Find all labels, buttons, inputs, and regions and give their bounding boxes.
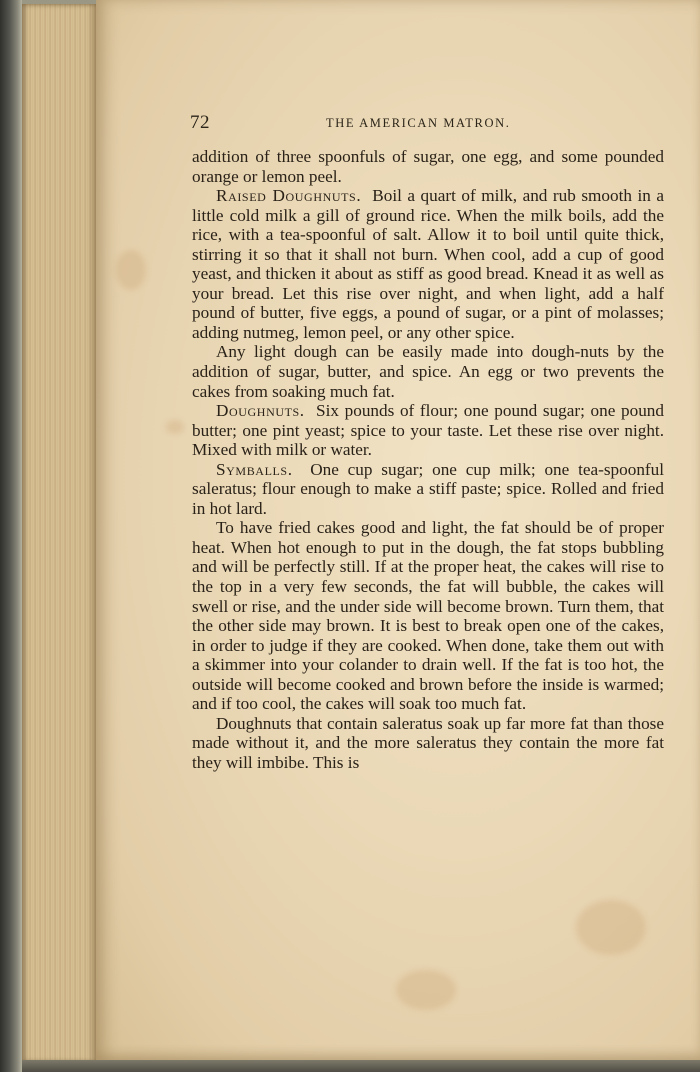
paragraph-text: To have fried cakes good and light, the fat should be of proper heat. When hot enough to put in the dough, the fat stops bubbling and will be perfectly still. If at the proper heat, the cakes will rise to the top in a very few seconds, the fat will bubble, the cakes will swell or rise, and the under side will become brown. Turn them, that the other side may brown. It is best to break open one of the cakes, in order to judge if they are cooked. When done, take them out with a skimmer into your colander to drain well. If the fat is too hot, the outside will become cooked and brown before the inside is warmed; and if too cool, the cakes will soak too much fat. <box>192 518 664 714</box>
running-head <box>190 112 660 134</box>
body-text <box>192 147 664 773</box>
stain <box>116 250 146 290</box>
paragraph <box>192 714 664 773</box>
paragraph-text: Six pounds of flour; one pound sugar; one pound butter; one pint yeast; spice to your taste. Let these rise over night. Mixed with milk or water. <box>192 401 664 460</box>
recipe-heading: Raised Doughnuts. <box>216 186 362 206</box>
paragraph-text: Any light dough can be easily made into dough-nuts by the addition of sugar, butter, and spice. An egg or two prevents the cakes from soaking much fat. <box>192 342 664 401</box>
stain <box>396 970 456 1010</box>
book-bottom-edge <box>22 1060 700 1072</box>
paragraph <box>192 342 664 401</box>
recipe-raised-doughnuts <box>192 186 664 342</box>
recipe-heading: Doughnuts. <box>216 401 305 421</box>
paragraph-text: Doughnuts that contain saleratus soak up far more fat than those made without it, and the more saleratus they contain the more fat they will imbibe. This is <box>192 713 664 772</box>
book-cover-edge <box>0 0 22 1072</box>
paragraph-text: addition of three spoonfuls of sugar, one egg, and some pounded orange or lemon peel. <box>192 147 664 186</box>
recipe-heading: Symballs. <box>216 459 293 479</box>
paragraph <box>192 518 664 713</box>
paragraph-continuation <box>192 147 664 186</box>
page-edges <box>22 4 96 1065</box>
stain <box>166 420 184 434</box>
paragraph-text: Boil a quart of milk, and rub smooth in a little cold milk a gill of ground rice. When the milk boils, add the rice, with a tea-spoonful of salt. Allow it to boil until quite thick, stirring it so that it shall not burn. When cool, add a cup of good yeast, and thicken it about as stiff as good bread. Knead it as well as your bread. Let this rise over night, and when light, add a half pound of butter, five eggs, a pound of sugar, or a pint of molasses; adding nutmeg, lemon peel, or any other spice. <box>192 186 664 342</box>
running-title: THE AMERICAN MATRON. <box>326 116 511 130</box>
stain <box>576 900 646 955</box>
paragraph-text: One cup sugar; one cup milk; one tea-spoonful saleratus; flour enough to make a stiff paste; spice. Rolled and fried in hot lard. <box>192 459 665 518</box>
recipe-doughnuts <box>192 401 664 460</box>
recipe-symballs <box>192 460 664 519</box>
page-number: 72 <box>190 112 210 133</box>
